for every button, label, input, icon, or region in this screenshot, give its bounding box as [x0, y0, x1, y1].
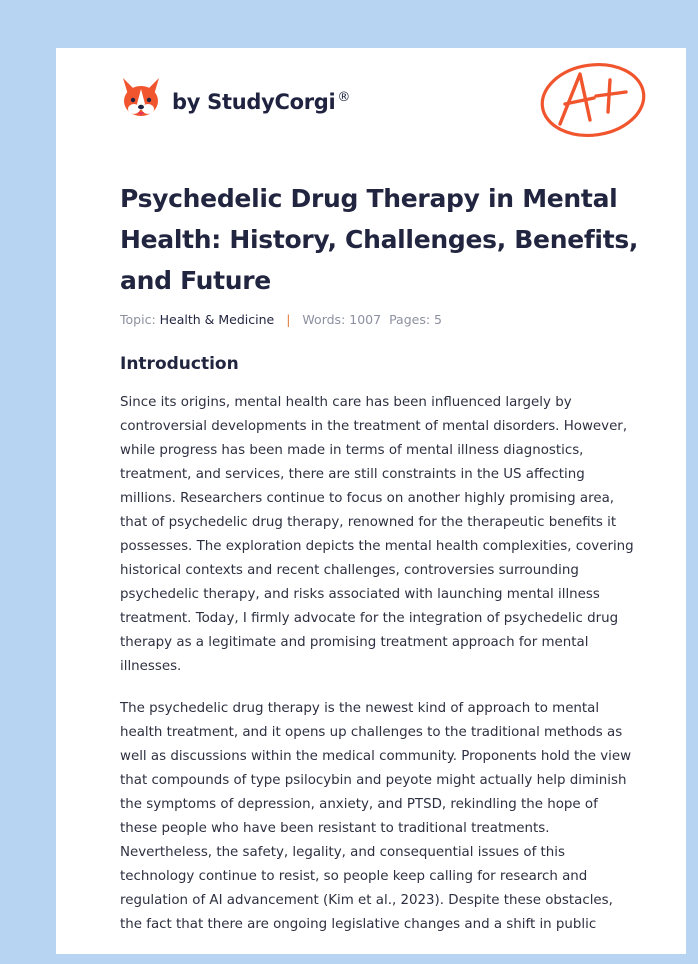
topic-link[interactable]: Health & Medicine	[159, 312, 275, 327]
words-label: Words:	[302, 312, 346, 327]
paragraph-2: The psychedelic drug therapy is the newest kind of approach to mental health treatment, and it opens up challenges to the traditional methods as well as discussions within the medical community. Proponents hold the view that compounds of type psilocybin and peyote might actually help diminish the symptoms of depression, anxiety, and PTSD, rekindling the hope of these people who have been resistant to traditional treatments. Nevertheless, the safety, legality, and consequential issues of this technology continue to resist, so people keep calling for research and regulation of AI advancement (Kim et al., 2023). Despite these obstacles, the fact that there are ongoing legislative changes and a shift in public	[120, 701, 632, 932]
pages-label: Pages:	[389, 312, 431, 327]
meta-separator: |	[286, 312, 291, 327]
corgi-icon	[120, 76, 162, 120]
topic-label: Topic:	[120, 312, 156, 327]
document-card	[56, 48, 686, 954]
pages-count: 5	[434, 312, 442, 327]
page-title: Psychedelic Drug Therapy in Mental Health: History, Challenges, Benefits, and Future	[120, 184, 639, 295]
words-count: 1007	[349, 312, 382, 327]
studycorgi-logo[interactable]	[120, 76, 350, 120]
section-heading-introduction: Introduction	[120, 354, 239, 374]
article-meta	[120, 312, 442, 327]
a-plus-stamp-icon	[538, 60, 648, 140]
brand-name: by StudyCorgi ®	[172, 90, 351, 114]
paragraph-1: Since its origins, mental health care has been influenced largely by controversial developments in the treatment of mental disorders. However, while progress has been made in terms of mental illness diagnostics, treatment, and services, there are still constraints in the US affecting millions. Researchers continue to focus on another highly promising area, that of psychedelic drug therapy, renowned for the therapeutic benefits it possesses. The exploration depicts the mental health complexities, covering historical contexts and recent challenges, controversies surrounding psychedelic therapy, and risks associated with launching mental illness treatment. Today, I firmly advocate for the integration of psychedelic drug therapy as a legitimate and promising treatment approach for mental illnesses.	[120, 395, 634, 674]
